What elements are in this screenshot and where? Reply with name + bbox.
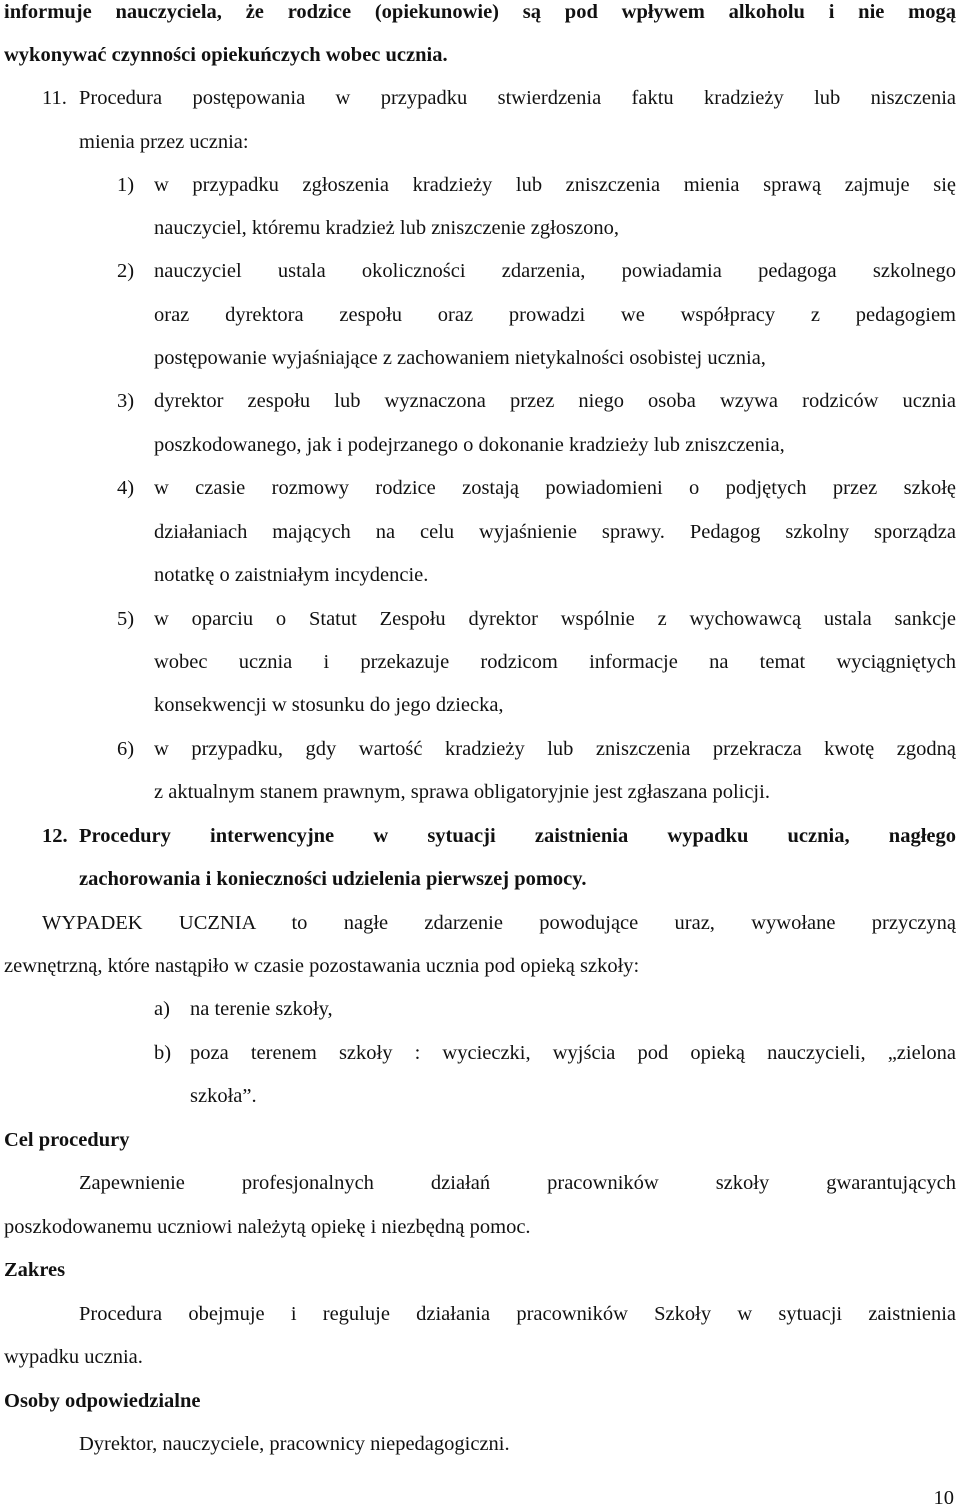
section-11-title-line-2: mienia przez ucznia: xyxy=(79,131,249,153)
item-5-line-2: wobec ucznia i przekazuje rodzicom informacje na temat wyciągniętych xyxy=(154,651,956,673)
section-12-number: 12. xyxy=(42,825,68,847)
item-2-label: 2) xyxy=(117,260,135,282)
item-5-line-3: konsekwencji w stosunku do jego dziecka, xyxy=(154,694,504,716)
subitem-a-line-1: na terenie szkoły, xyxy=(190,998,333,1020)
definition-line-2: zewnętrzną, które nastąpiło w czasie pozostawania ucznia pod opieką szkoły: xyxy=(4,955,640,977)
osoby-heading: Osoby odpowiedzialne xyxy=(4,1390,201,1412)
cel-heading: Cel procedury xyxy=(4,1129,130,1151)
subitem-b-line-2: szkoła”. xyxy=(190,1085,257,1107)
section-11-title-line-1: Procedura postępowania w przypadku stwierdzenia faktu kradzieży lub niszczenia xyxy=(79,87,956,109)
item-5-line-1: w oparciu o Statut Zespołu dyrektor wspólnie z wychowawcą ustala sankcje xyxy=(154,608,956,630)
item-3-line-2: poszkodowanego, jak i podejrzanego o dokonanie kradzieży lub zniszczenia, xyxy=(154,434,785,456)
item-1-line-2: nauczyciel, któremu kradzież lub zniszczenie zgłoszono, xyxy=(154,217,620,239)
section-12-title-line-1: Procedury interwencyjne w sytuacji zaistnienia wypadku ucznia, nagłego xyxy=(79,825,956,847)
item-6-label: 6) xyxy=(117,738,135,760)
item-1-label: 1) xyxy=(117,174,135,196)
intro-line-2: wykonywać czynności opiekuńczych wobec ucznia. xyxy=(4,44,448,66)
item-4-line-3: notatkę o zaistniałym incydencie. xyxy=(154,564,429,586)
cel-line-2: poszkodowanemu uczniowi należytą opiekę i niezbędną pomoc. xyxy=(4,1216,531,1238)
subitem-a-label: a) xyxy=(154,998,170,1020)
item-4-line-1: w czasie rozmowy rodzice zostają powiadomieni o podjętych przez szkołę xyxy=(154,477,956,499)
cel-line-1: Zapewnienie profesjonalnych działań pracowników szkoły gwarantujących xyxy=(79,1172,956,1194)
item-1-line-1: w przypadku zgłoszenia kradzieży lub zniszczenia mienia sprawą zajmuje się xyxy=(154,174,956,196)
item-3-line-1: dyrektor zespołu lub wyznaczona przez niego osoba wzywa rodziców ucznia xyxy=(154,390,956,412)
zakres-line-2: wypadku ucznia. xyxy=(4,1346,143,1368)
section-11-number: 11. xyxy=(42,87,67,109)
zakres-heading: Zakres xyxy=(4,1259,66,1281)
item-3-label: 3) xyxy=(117,390,135,412)
section-12-title-line-2: zachorowania i konieczności udzielenia pierwszej pomocy. xyxy=(79,868,587,890)
item-4-label: 4) xyxy=(117,477,135,499)
zakres-line-1: Procedura obejmuje i reguluje działania pracowników Szkoły w sytuacji zaistnienia xyxy=(79,1303,956,1325)
definition-line-1: WYPADEK UCZNIA to nagłe zdarzenie powodujące uraz, wywołane przyczyną xyxy=(42,912,956,934)
osoby-line-1: Dyrektor, nauczyciele, pracownicy niepedagogiczni. xyxy=(79,1433,510,1455)
item-4-line-2: działaniach mających na celu wyjaśnienie sprawy. Pedagog szkolny sporządza xyxy=(154,521,956,543)
item-6-line-2: z aktualnym stanem prawnym, sprawa obligatoryjnie jest zgłaszana policji. xyxy=(154,781,770,803)
item-5-label: 5) xyxy=(117,608,135,630)
item-2-line-3: postępowanie wyjaśniające z zachowaniem nietykalności osobistej ucznia, xyxy=(154,347,766,369)
subitem-b-label: b) xyxy=(154,1042,172,1064)
intro-line-1: informuje nauczyciela, że rodzice (opiekunowie) są pod wpływem alkoholu i nie mogą xyxy=(4,1,956,23)
subitem-b-line-1: poza terenem szkoły : wycieczki, wyjścia pod opieką nauczycieli, „zielona xyxy=(190,1042,956,1064)
item-6-line-1: w przypadku, gdy wartość kradzieży lub zniszczenia przekracza kwotę zgodną xyxy=(154,738,956,760)
item-2-line-2: oraz dyrektora zespołu oraz prowadzi we współpracy z pedagogiem xyxy=(154,304,956,326)
page-number: 10 xyxy=(933,1487,954,1509)
item-2-line-1: nauczyciel ustala okoliczności zdarzenia, powiadamia pedagoga szkolnego xyxy=(154,260,956,282)
